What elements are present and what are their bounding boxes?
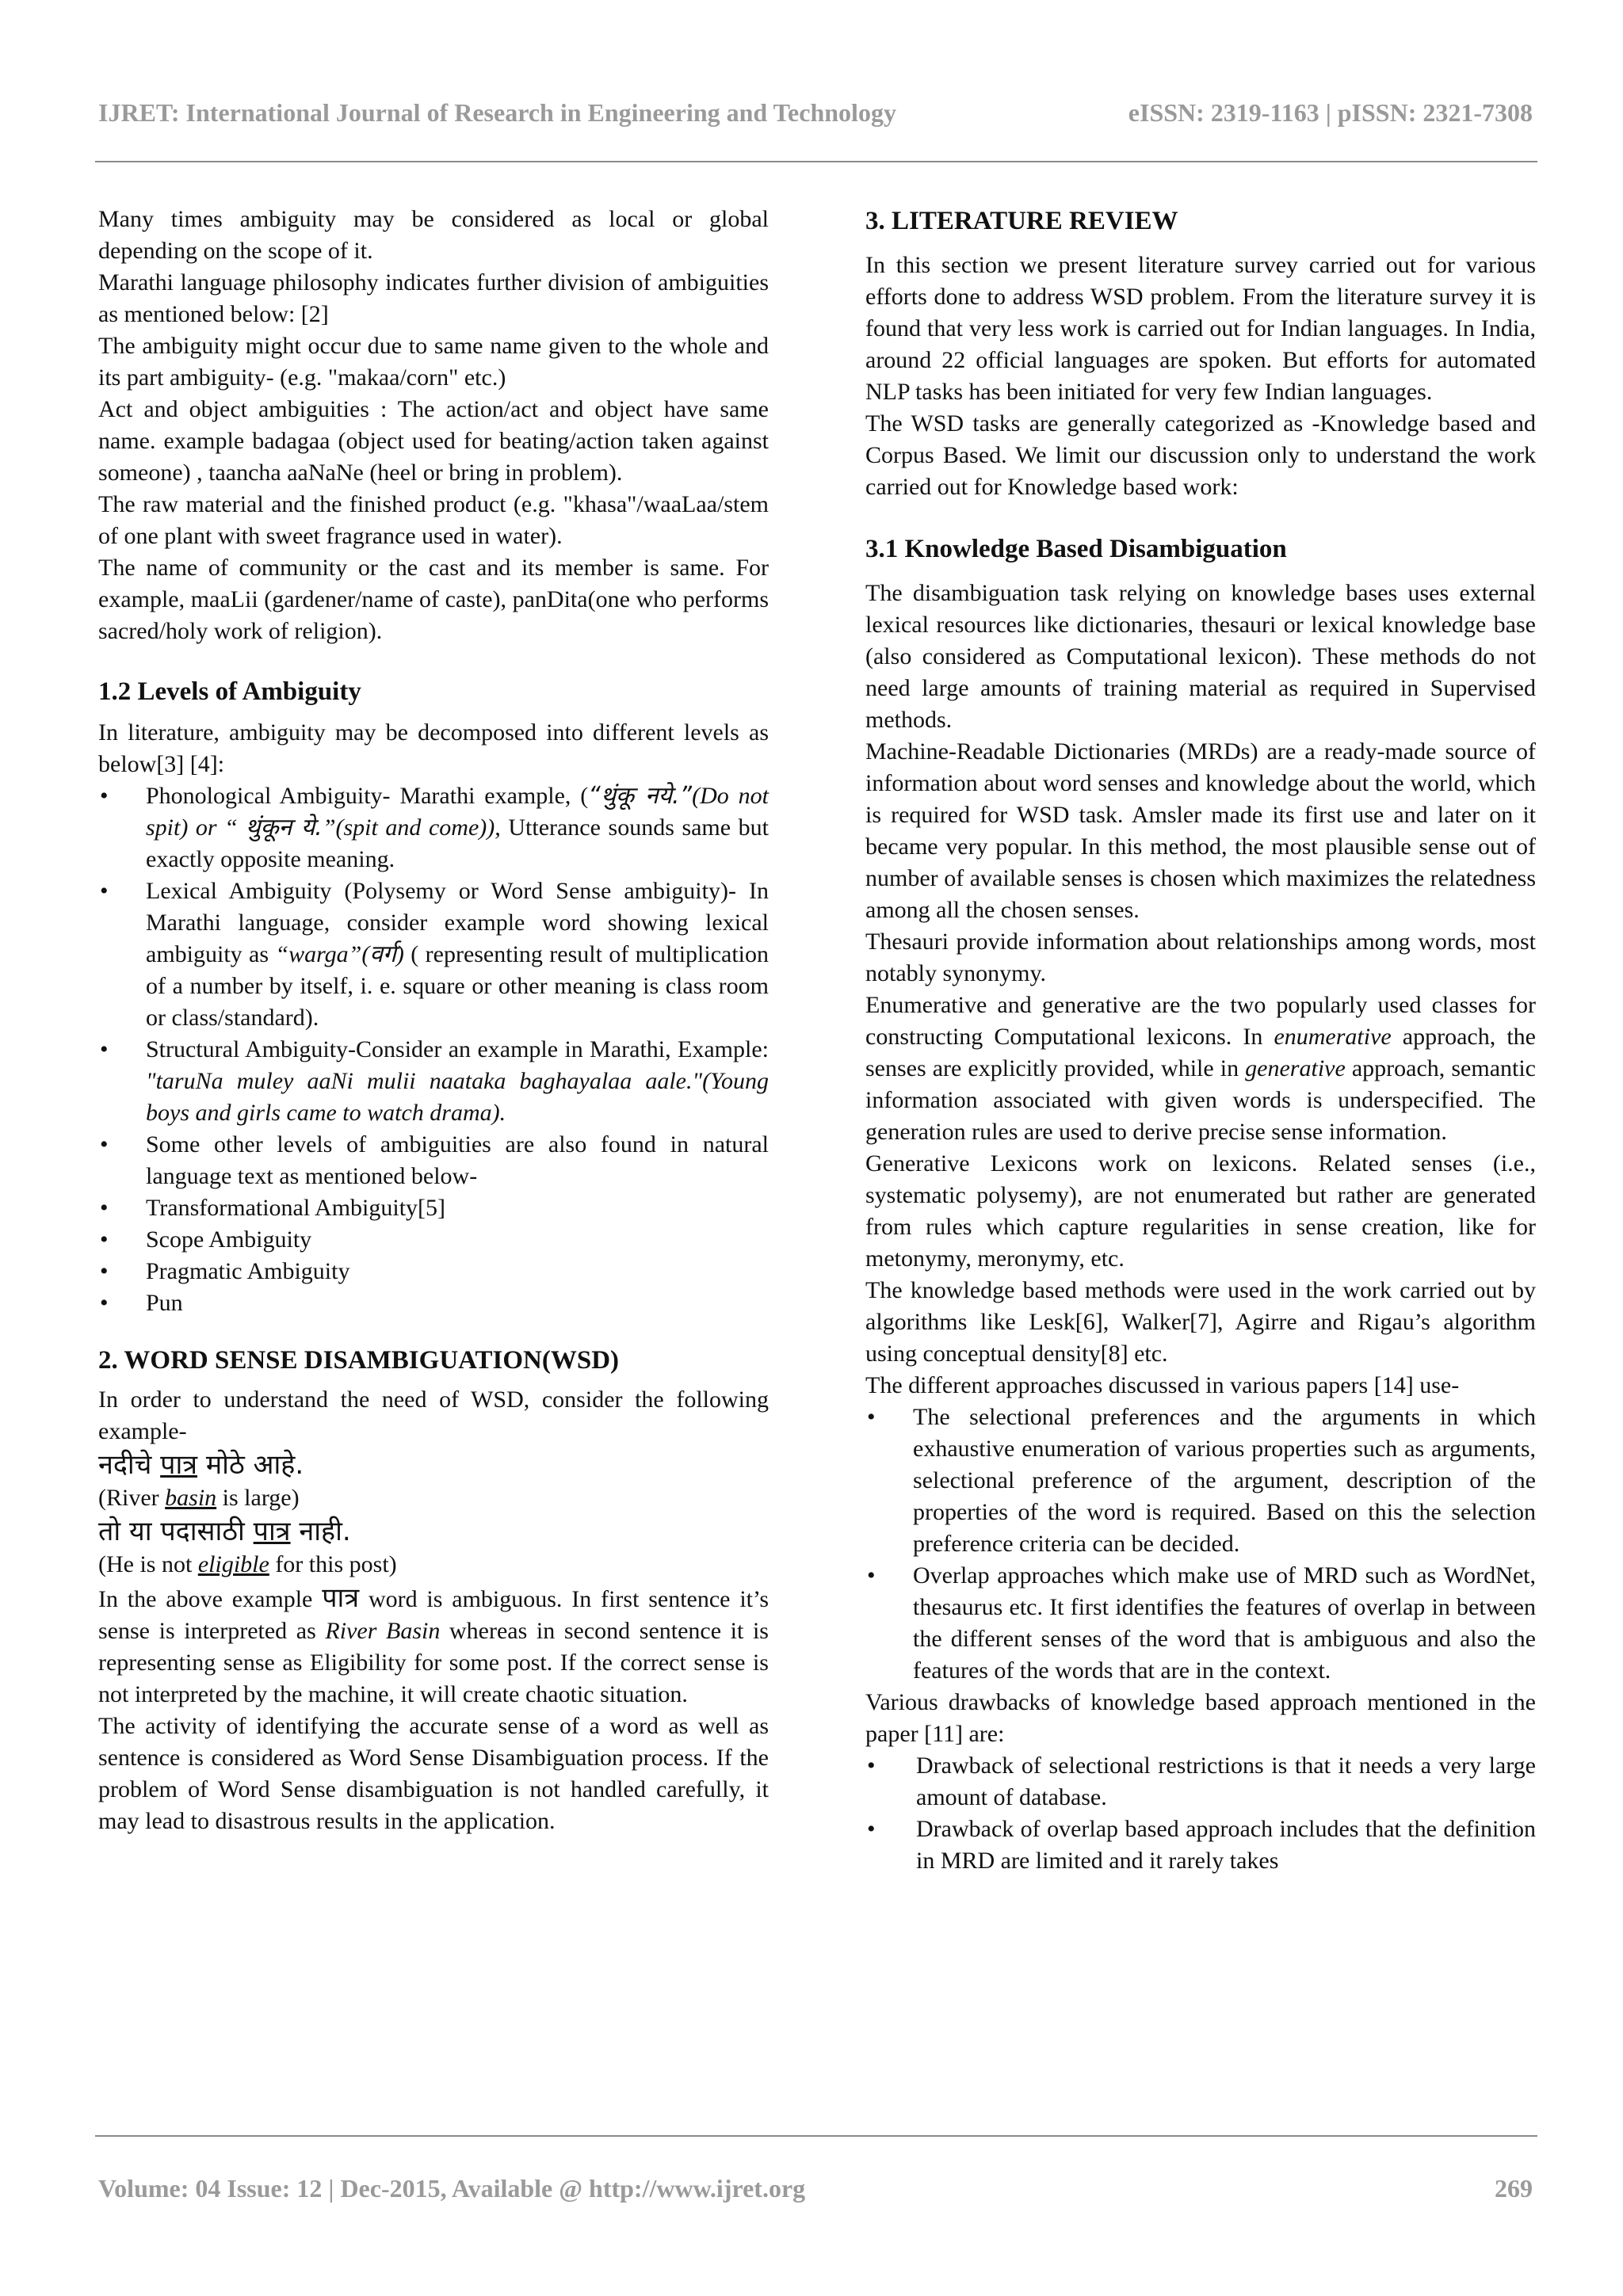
list-item: • Transformational Ambiguity[5] [98, 1192, 769, 1224]
header-divider [95, 161, 1537, 162]
list-item: • The selectional preferences and the arguments in which exhaustive enumeration of various properties such as arguments, selectional preference of the argument, description of the properties of the word is required. Based on this the selection preference criteria can be decided. [865, 1402, 1536, 1560]
section-heading-levels: 1.2 Levels of Ambiguity [98, 677, 361, 706]
paragraph: Generative Lexicons work on lexicons. Related senses (i.e., systematic polysemy), are not enumerated but rather are generated from rules which capture regularities in sense creation, like for metonymy, meronymy, etc. [865, 1150, 1536, 1272]
volume-info: Volume: 04 Issue: 12 | Dec-2015, Available @ http://www.ijret.org [98, 2174, 806, 2203]
footer-divider [95, 2135, 1537, 2137]
page-footer [98, 2174, 1533, 2206]
list-item: • Lexical Ambiguity (Polysemy or Word Sense ambiguity)- In Marathi language, consider example word showing lexical ambiguity as “warga”(वर्ग) ( representing result of multiplication of a number by itself, i. e. square or other meaning is class room or class/standard). [98, 875, 769, 1034]
right-column [865, 204, 1536, 1877]
paragraph: The name of community or the cast and its member is same. For example, maaLii (gardener/name of caste), panDita(one who performs sacred/holy work of religion). [98, 555, 769, 644]
journal-title: IJRET: International Journal of Research in Engineering and Technology [98, 98, 896, 127]
paragraph: The ambiguity might occur due to same name given to the whole and its part ambiguity- (e.g. "makaa/corn" etc.) [98, 333, 769, 391]
example-translation-2: (He is not eligible for this post) [98, 1551, 397, 1577]
page-header [98, 98, 1533, 130]
list-item: • Structural Ambiguity-Consider an example in Marathi, Example: "taruNa muley aaNi mulii naataka baghayalaa aale."(Young boys and girls came to watch drama). [98, 1034, 769, 1129]
paragraph: Act and object ambiguities : The action/act and object have same name. example badagaa (object used for beating/action taken against someone) , taancha aaNaNe (heel or bring in problem). [98, 396, 769, 486]
list-item: • Phonological Ambiguity- Marathi example, (“थुंकू नये.”(Do not spit) or “ थुंकून ये.”(spit and come)), Utterance sounds same but exactly opposite meaning. [98, 780, 769, 875]
paragraph: The knowledge based methods were used in the work carried out by algorithms like Lesk[6], Walker[7], Agirre and Rigau’s algorithm using conceptual density[8] etc. [865, 1277, 1536, 1367]
paragraph: Thesauri provide information about relationships among words, most notably synonymy. [865, 929, 1536, 986]
list-item: • Overlap approaches which make use of MRD such as WordNet, thesaurus etc. It first identifies the features of overlap in between the different senses of the word that is ambiguous and also the features of the words that are in the context. [865, 1560, 1536, 1687]
paragraph: In the above example पात्र word is ambiguous. In first sentence it’s sense is interpreted as River Basin whereas in second sentence it is representing sense as Eligibility for some post. If the correct sense is not interpreted by the machine, it will create chaotic situation. [98, 1582, 769, 1707]
paragraph: In this section we present literature survey carried out for various efforts done to address WSD problem. From the literature survey it is found that very less work is carried out for Indian languages. In India, around 22 official languages are spoken. But efforts for automated NLP tasks has been initiated for very few Indian languages. [865, 252, 1536, 405]
paragraph: The raw material and the finished product (e.g. "khasa"/waaLaa/stem of one plant with sweet fragrance used in water). [98, 491, 769, 549]
paragraph: Various drawbacks of knowledge based approach mentioned in the paper [11] are: [865, 1689, 1536, 1747]
example-sentence-marathi-2: तो या पदासाठी पात्र नाही. [98, 1516, 351, 1547]
paragraph: In order to understand the need of WSD, consider the following example- [98, 1386, 769, 1444]
section-heading-wsd: 2. WORD SENSE DISAMBIGUATION(WSD) [98, 1346, 620, 1375]
approaches-list [865, 1402, 1536, 1687]
issn-info: eISSN: 2319-1163 | pISSN: 2321-7308 [1128, 98, 1533, 127]
paragraph: Many times ambiguity may be considered as local or global depending on the scope of it. [98, 206, 769, 264]
paragraph: Marathi language philosophy indicates further division of ambiguities as mentioned below: [2] [98, 269, 769, 327]
list-item: • Pun [98, 1287, 769, 1319]
left-column [98, 204, 769, 1837]
list-item: • Scope Ambiguity [98, 1224, 769, 1256]
paragraph: The WSD tasks are generally categorized as -Knowledge based and Corpus Based. We limit our discussion only to understand the work carried out for Knowledge based work: [865, 410, 1536, 500]
example-translation-1: (River basin is large) [98, 1485, 300, 1511]
paragraph: The activity of identifying the accurate sense of a word as well as sentence is considered as Word Sense Disambiguation process. If the problem of Word Sense disambiguation is not handled carefully, it may lead to disastrous results in the application. [98, 1713, 769, 1834]
page-number: 269 [1495, 2174, 1533, 2203]
paragraph: Enumerative and generative are the two popularly used classes for constructing Computational lexicons. In enumerative approach, the senses are explicitly provided, while in generative approach, semantic information associated with given words is underspecified. The generation rules are used to derive precise sense information. [865, 992, 1536, 1145]
paragraph: In literature, ambiguity may be decomposed into different levels as below[3] [4]: [98, 719, 769, 777]
paragraph: The different approaches discussed in various papers [14] use- [865, 1372, 1460, 1398]
list-item: • Drawback of selectional restrictions is that it needs a very large amount of database. [865, 1750, 1536, 1814]
drawbacks-list [865, 1750, 1536, 1877]
section-heading-knowledge-based: 3.1 Knowledge Based Disambiguation [865, 535, 1287, 563]
list-item: • Drawback of overlap based approach includes that the definition in MRD are limited and it rarely takes [865, 1814, 1536, 1877]
list-item: • Pragmatic Ambiguity [98, 1256, 769, 1287]
paragraph: The disambiguation task relying on knowledge bases uses external lexical resources like dictionaries, thesauri or lexical knowledge base (also considered as Computational lexicon). These methods do not need large amounts of training material as required in Supervised methods. [865, 580, 1536, 733]
paragraph: Machine-Readable Dictionaries (MRDs) are a ready-made source of information about word senses and knowledge about the world, which is required for WSD task. Amsler made its first use and later on it became very popular. In this method, the most plausible sense out of number of available senses is chosen which maximizes the relatedness among all the chosen senses. [865, 738, 1536, 923]
section-heading-literature: 3. LITERATURE REVIEW [865, 207, 1178, 235]
list-item: • Some other levels of ambiguities are also found in natural language text as mentioned below- [98, 1129, 769, 1192]
example-sentence-marathi-1: नदीचे पात्र मोठे आहे. [98, 1449, 304, 1481]
levels-list [98, 780, 769, 1319]
